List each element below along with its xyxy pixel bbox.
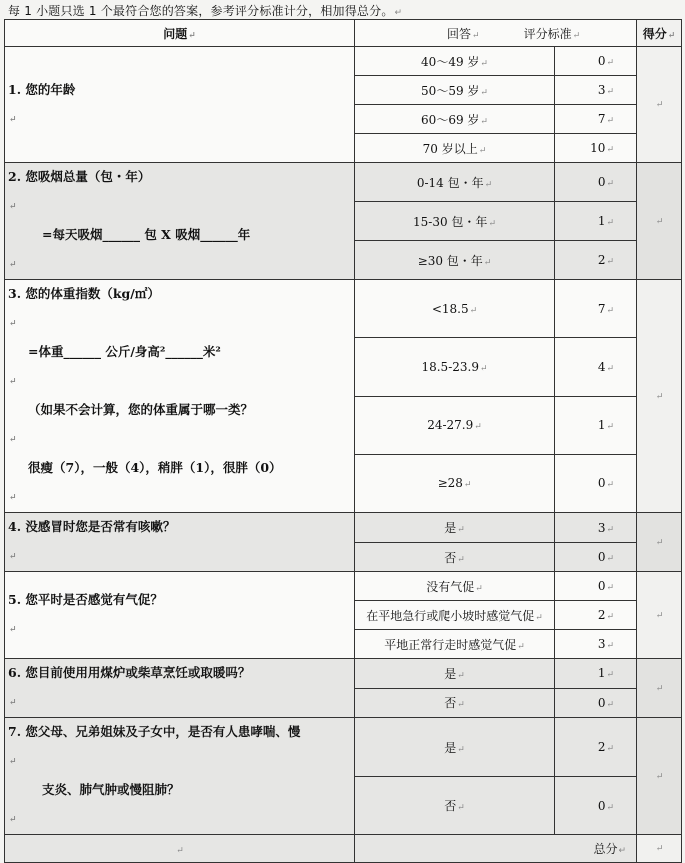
header-question: 问题↵ [5, 20, 355, 47]
total-label: 总分↵ [355, 835, 637, 863]
standard-score: 1↵ [555, 659, 637, 689]
standard-score: 0↵ [555, 543, 637, 572]
table-row [5, 280, 682, 338]
question-cell: 1. 您的年龄 ↵ [5, 47, 355, 163]
question-text: =体重______ 公斤/身高²______米² [28, 344, 221, 359]
standard-score: 0↵ [555, 47, 637, 76]
answer-option[interactable]: 18.5-23.9↵ [355, 338, 555, 396]
question-text: =每天吸烟______ 包 X 吸烟______年 [42, 227, 251, 242]
table-row [5, 572, 682, 601]
standard-score: 7↵ [555, 105, 637, 134]
answer-option[interactable]: 否↵ [355, 777, 555, 835]
score-input-cell[interactable]: ↵ [637, 718, 682, 835]
question-cell: 3. 您的体重指数（kg/㎡） ↵ =体重______ 公斤/身高²______米² ↵ （如果不会计算，您的体重属于哪一类？ ↵ 很瘦（7），一般（4），稍胖（1），很胖（0） ↵ [5, 280, 355, 513]
standard-score: 2↵ [555, 718, 637, 777]
question-text: 7. 您父母、兄弟姐妹及子女中，是否有人患哮喘、慢 [8, 724, 301, 739]
standard-score: 0↵ [555, 777, 637, 835]
answer-option[interactable]: 15-30 包・年↵ [355, 202, 555, 241]
answer-option[interactable]: 没有气促↵ [355, 572, 555, 601]
question-text: 5. 您平时是否感觉有气促？ [8, 592, 163, 607]
answer-option[interactable]: 50～59 岁↵ [355, 76, 555, 105]
answer-option[interactable]: 否↵ [355, 688, 555, 718]
answer-option[interactable]: 0-14 包・年↵ [355, 163, 555, 202]
standard-score: 3↵ [555, 630, 637, 659]
question-cell: 7. 您父母、兄弟姐妹及子女中，是否有人患哮喘、慢 ↵ 支炎、肺气肿或慢阻肺？ ↵ [5, 718, 355, 835]
header-score: 得分↵ [637, 20, 682, 47]
standard-score: 3↵ [555, 513, 637, 543]
answer-option[interactable]: 是↵ [355, 513, 555, 543]
standard-score: 0↵ [555, 572, 637, 601]
score-input-cell[interactable]: ↵ [637, 572, 682, 659]
question-text: 很瘦（7），一般（4），稍胖（1），很胖（0） [28, 460, 282, 475]
standard-score: 2↵ [555, 241, 637, 280]
total-score-cell[interactable]: ↵ [637, 835, 682, 863]
standard-score: 1↵ [555, 396, 637, 454]
score-input-cell[interactable]: ↵ [637, 47, 682, 163]
answer-option[interactable]: 24-27.9↵ [355, 396, 555, 454]
answer-option[interactable]: 是↵ [355, 659, 555, 689]
table-row [5, 163, 682, 202]
table-header-row [5, 20, 682, 47]
question-text: 1. 您的年龄 [8, 81, 76, 97]
score-input-cell[interactable]: ↵ [637, 659, 682, 718]
question-text: （如果不会计算，您的体重属于哪一类？ [28, 402, 254, 417]
score-input-cell[interactable]: ↵ [637, 280, 682, 513]
score-input-cell[interactable]: ↵ [637, 163, 682, 280]
answer-option[interactable]: 70 岁以上↵ [355, 134, 555, 163]
question-cell: 2. 您吸烟总量（包・年） ↵ =每天吸烟______ 包 X 吸烟______年 ↵ [5, 163, 355, 280]
standard-score: 3↵ [555, 76, 637, 105]
header-answer-standard: 回答↵ 评分标准↵ [355, 20, 637, 47]
question-text: 6. 您目前使用用煤炉或柴草烹饪或取暖吗？ [8, 665, 251, 680]
answer-option[interactable]: ≥30 包・年↵ [355, 241, 555, 280]
total-blank-cell: ↵ [5, 835, 355, 863]
answer-option[interactable]: ≥28↵ [355, 454, 555, 512]
instructions-text: 每 1 小题只选 1 个最符合您的答案，参考评分标准计分，相加得总分。↵ [8, 4, 403, 18]
risk-assessment-table [4, 19, 682, 863]
table-row [5, 513, 682, 543]
question-cell: 4. 没感冒时您是否常有咳嗽？ ↵ [5, 513, 355, 572]
answer-option[interactable]: 平地正常行走时感觉气促↵ [355, 630, 555, 659]
question-text: 2. 您吸烟总量（包・年） [8, 169, 151, 184]
answer-option[interactable]: <18.5↵ [355, 280, 555, 338]
standard-score: 1↵ [555, 202, 637, 241]
question-text: 3. 您的体重指数（kg/㎡） [8, 286, 160, 301]
question-text: 支炎、肺气肿或慢阻肺？ [42, 782, 180, 797]
answer-option[interactable]: 60～69 岁↵ [355, 105, 555, 134]
answer-option[interactable]: 是↵ [355, 718, 555, 777]
question-text: 4. 没感冒时您是否常有咳嗽？ [8, 519, 176, 534]
standard-score: 0↵ [555, 163, 637, 202]
standard-score: 2↵ [555, 601, 637, 630]
table-row [5, 47, 682, 76]
total-row [5, 835, 682, 863]
standard-score: 0↵ [555, 454, 637, 512]
standard-score: 4↵ [555, 338, 637, 396]
standard-score: 7↵ [555, 280, 637, 338]
standard-score: 0↵ [555, 688, 637, 718]
table-row [5, 718, 682, 777]
question-cell: 5. 您平时是否感觉有气促？ ↵ [5, 572, 355, 659]
question-cell: 6. 您目前使用用煤炉或柴草烹饪或取暖吗？ ↵ [5, 659, 355, 718]
answer-option[interactable]: 40～49 岁↵ [355, 47, 555, 76]
answer-option[interactable]: 否↵ [355, 543, 555, 572]
standard-score: 10↵ [555, 134, 637, 163]
answer-option[interactable]: 在平地急行或爬小坡时感觉气促↵ [355, 601, 555, 630]
table-row [5, 659, 682, 689]
score-input-cell[interactable]: ↵ [637, 513, 682, 572]
